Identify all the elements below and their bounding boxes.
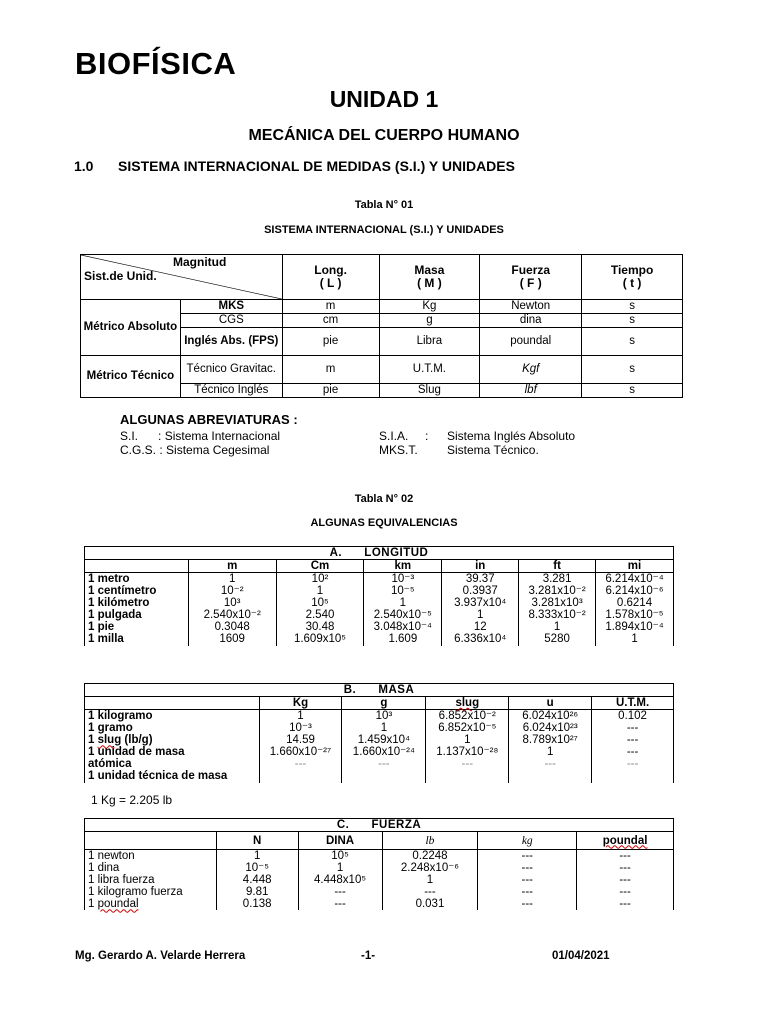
longitud-cell: 10³: [188, 597, 276, 609]
longitud-cell: 8.333x10⁻²: [519, 609, 596, 621]
fuerza-section-title: C. FUERZA: [85, 819, 674, 832]
masa-cell: [509, 770, 592, 782]
cell: Libra: [379, 328, 480, 356]
longitud-cell: 3.281x10⁻²: [519, 585, 596, 597]
header-masa: Masa ( M ): [379, 255, 480, 300]
table-row: [85, 621, 674, 633]
longitud-row-label: 1 pie: [85, 621, 189, 633]
cell: s: [582, 384, 683, 398]
cell: s: [582, 328, 683, 356]
abbr-item: S.I. : Sistema Internacional: [120, 429, 281, 443]
table-row: [85, 633, 674, 645]
longitud-cell: 2.540x10⁻²: [188, 609, 276, 621]
cell: U.T.M.: [379, 356, 480, 384]
cell: m: [282, 356, 379, 384]
longitud-cell: 1.894x10⁻⁴: [596, 621, 674, 633]
masa-cell: ---: [342, 758, 426, 770]
masa-cell: [592, 770, 674, 782]
system-cgs: CGS: [180, 314, 282, 328]
table-row: [85, 597, 674, 609]
longitud-cell: 3.281: [519, 573, 596, 586]
fuerza-cell: ---: [478, 874, 577, 886]
table-row: [85, 573, 674, 586]
fuerza-cell: 1: [216, 850, 298, 863]
masa-cell: ---: [592, 758, 674, 770]
longitud-cell: 1.609x10⁵: [276, 633, 364, 645]
masa-cell: 6.852x10⁻⁵: [426, 722, 509, 734]
footer-date: 01/04/2021: [552, 950, 610, 962]
masa-cell: 1.660x10⁻²⁷: [259, 746, 342, 758]
longitud-col-header: in: [442, 560, 519, 573]
table1-title: SISTEMA INTERNACIONAL (S.I.) Y UNIDADES: [264, 224, 504, 236]
fuerza-col-header: poundal: [577, 832, 674, 850]
fuerza-cell: ---: [577, 874, 674, 886]
masa-cell: [342, 770, 426, 782]
fuerza-cell: 0.2248: [382, 850, 478, 863]
masa-cell: 1: [426, 734, 509, 746]
masa-row-label: 1 unidad técnica de masa: [85, 770, 260, 782]
longitud-cell: 1: [276, 585, 364, 597]
longitud-row-label: 1 centímetro: [85, 585, 189, 597]
table-row: [85, 850, 674, 863]
abbr-item: C.G.S. : Sistema Cegesimal: [120, 443, 270, 457]
masa-col-header: slug: [426, 697, 509, 710]
fuerza-cell: 10⁻⁵: [216, 862, 298, 874]
masa-cell: ---: [592, 722, 674, 734]
masa-col-header: U.T.M.: [592, 697, 674, 710]
masa-cell: ---: [426, 758, 509, 770]
longitud-cell: 10⁻⁵: [364, 585, 442, 597]
fuerza-cell: ---: [577, 886, 674, 898]
masa-cell: 6.852x10⁻²: [426, 710, 509, 723]
cell: pie: [282, 384, 379, 398]
fuerza-cell: 2.248x10⁻⁶: [382, 862, 478, 874]
fuerza-cell: ---: [478, 862, 577, 874]
longitud-cell: 39.37: [442, 573, 519, 586]
longitud-cell: 6.214x10⁻⁴: [596, 573, 674, 586]
table2-title: ALGUNAS EQUIVALENCIAS: [310, 517, 458, 529]
fuerza-cell: 1: [382, 874, 478, 886]
masa-row-label: 1 slug (lb/g): [85, 734, 260, 746]
longitud-cell: 3.048x10⁻⁴: [364, 621, 442, 633]
longitud-cell: 6.336x10⁴: [442, 633, 519, 645]
masa-cell: 10⁻³: [259, 722, 342, 734]
fuerza-cell: ---: [577, 862, 674, 874]
longitud-cell: 10⁻³: [364, 573, 442, 586]
abbr-item: MKS.T. Sistema Técnico.: [379, 443, 539, 457]
cell: s: [582, 356, 683, 384]
fuerza-cell: 10⁵: [298, 850, 382, 863]
table-row: [85, 886, 674, 898]
header-tiempo: Tiempo ( t ): [582, 255, 683, 300]
system-tecnico-ingles: Técnico Inglés: [180, 384, 282, 398]
masa-cell: 1.137x10⁻²⁸: [426, 746, 509, 758]
cell: Kg: [379, 300, 480, 314]
group-metrico-tecnico: Métrico Técnico: [81, 356, 181, 398]
document-title: BIOFÍSICA: [75, 46, 237, 81]
cell: s: [582, 300, 683, 314]
section-title: SISTEMA INTERNACIONAL DE MEDIDAS (S.I.) Y UNIDADES: [118, 158, 515, 174]
table-row: [85, 585, 674, 597]
masa-row-label: 1 unidad de masa: [85, 746, 260, 758]
fuerza-cell: 9.81: [216, 886, 298, 898]
longitud-section-title: A. LONGITUD: [85, 547, 674, 560]
blank: [85, 560, 189, 573]
masa-col-header: Kg: [259, 697, 342, 710]
masa-section-title: B. MASA: [85, 684, 674, 697]
masa-row-label: 1 kilogramo: [85, 710, 260, 723]
longitud-cell: 2.540: [276, 609, 364, 621]
masa-cell: 6.024x10²³: [509, 722, 592, 734]
header-fuerza: Fuerza ( F ): [480, 255, 582, 300]
longitud-col-header: m: [188, 560, 276, 573]
longitud-row-label: 1 kilómetro: [85, 597, 189, 609]
masa-cell: ---: [592, 746, 674, 758]
fuerza-row-label: 1 newton: [85, 850, 217, 863]
longitud-cell: 30.48: [276, 621, 364, 633]
longitud-cell: 1: [188, 573, 276, 586]
table1-caption: Tabla N° 01: [354, 199, 414, 211]
cell: poundal: [480, 328, 582, 356]
table-row: [85, 758, 674, 770]
table-row: [85, 734, 674, 746]
longitud-cell: 5280: [519, 633, 596, 645]
longitud-cell: 10²: [276, 573, 364, 586]
chapter-subtitle: MECÁNICA DEL CUERPO HUMANO: [248, 127, 520, 144]
fuerza-cell: ---: [478, 886, 577, 898]
corner-sistema: Sist.de Unid.: [84, 269, 157, 283]
longitud-col-header: km: [364, 560, 442, 573]
table-row: [85, 874, 674, 886]
fuerza-cell: 0.031: [382, 898, 478, 910]
cell: dina: [480, 314, 582, 328]
masa-col-header: g: [342, 697, 426, 710]
longitud-cell: 1.578x10⁻⁵: [596, 609, 674, 621]
fuerza-cell: ---: [298, 898, 382, 910]
table2-caption: Tabla N° 02: [354, 493, 414, 505]
masa-cell: 0.102: [592, 710, 674, 723]
cell: m: [282, 300, 379, 314]
fuerza-cell: ---: [298, 886, 382, 898]
footer-author: Mg. Gerardo A. Velarde Herrera: [75, 950, 246, 962]
system-fps: Inglés Abs. (FPS): [180, 328, 282, 356]
table-row: [85, 770, 674, 782]
masa-cell: 1: [342, 722, 426, 734]
fuerza-cell: 4.448x10⁵: [298, 874, 382, 886]
longitud-cell: 6.214x10⁻⁶: [596, 585, 674, 597]
masa-cell: 1: [259, 710, 342, 723]
table-row: [85, 609, 674, 621]
fuerza-cell: ---: [478, 850, 577, 863]
fuerza-cell: 4.448: [216, 874, 298, 886]
system-tecnico-gravitac: Técnico Gravitac.: [180, 356, 282, 384]
fuerza-cell: ---: [382, 886, 478, 898]
masa-cell: ---: [259, 758, 342, 770]
cell: Newton: [480, 300, 582, 314]
longitud-col-header: ft: [519, 560, 596, 573]
section-heading: [74, 158, 515, 174]
table1-corner-cell: [81, 255, 283, 300]
si-units-table: [80, 254, 683, 398]
longitud-cell: 10⁵: [276, 597, 364, 609]
masa-cell: 10³: [342, 710, 426, 723]
table-row: [85, 862, 674, 874]
fuerza-cell: ---: [577, 850, 674, 863]
masa-row-label: 1 gramo: [85, 722, 260, 734]
cell: g: [379, 314, 480, 328]
longitud-cell: 0.3937: [442, 585, 519, 597]
masa-table: [84, 683, 674, 783]
fuerza-row-label: 1 poundal: [85, 898, 217, 910]
longitud-row-label: 1 milla: [85, 633, 189, 645]
blank: [85, 697, 260, 710]
masa-cell: 1.660x10⁻²⁴: [342, 746, 426, 758]
table-row: [85, 722, 674, 734]
masa-cell: 6.024x10²⁶: [509, 710, 592, 723]
longitud-cell: 1: [364, 597, 442, 609]
fuerza-col-header: DINA: [298, 832, 382, 850]
masa-cell: ---: [509, 758, 592, 770]
longitud-row-label: 1 pulgada: [85, 609, 189, 621]
table-row: [85, 898, 674, 910]
longitud-row-label: 1 metro: [85, 573, 189, 586]
longitud-cell: 0.6214: [596, 597, 674, 609]
masa-row-label: atómica: [85, 758, 260, 770]
abbr-heading: ALGUNAS ABREVIATURAS :: [120, 412, 298, 427]
masa-cell: 8.789x10²⁷: [509, 734, 592, 746]
longitud-cell: 1.609: [364, 633, 442, 645]
longitud-cell: 12: [442, 621, 519, 633]
fuerza-cell: 0.138: [216, 898, 298, 910]
longitud-cell: 1: [519, 621, 596, 633]
fuerza-row-label: 1 kilogramo fuerza: [85, 886, 217, 898]
longitud-cell: 2.540x10⁻⁵: [364, 609, 442, 621]
cell: Kgf: [480, 356, 582, 384]
longitud-cell: 1609: [188, 633, 276, 645]
group-metrico-absoluto: Métrico Absoluto: [81, 300, 181, 356]
masa-cell: 1.459x10⁴: [342, 734, 426, 746]
longitud-cell: 10⁻²: [188, 585, 276, 597]
fuerza-col-header: lb: [382, 832, 478, 850]
longitud-table: [84, 546, 674, 646]
fuerza-cell: 1: [298, 862, 382, 874]
fuerza-col-header: N: [216, 832, 298, 850]
masa-cell: 1: [509, 746, 592, 758]
masa-note: 1 Kg = 2.205 lb: [91, 793, 173, 807]
longitud-cell: 1: [442, 609, 519, 621]
fuerza-row-label: 1 dina: [85, 862, 217, 874]
masa-cell: [259, 770, 342, 782]
fuerza-col-header: kg: [478, 832, 577, 850]
unit-heading: UNIDAD 1: [329, 86, 439, 112]
longitud-cell: 0.3048: [188, 621, 276, 633]
fuerza-cell: ---: [478, 898, 577, 910]
section-number: 1.0: [74, 158, 94, 174]
fuerza-table: [84, 818, 674, 910]
fuerza-row-label: 1 libra fuerza: [85, 874, 217, 886]
longitud-col-header: Cm: [276, 560, 364, 573]
abbr-item: S.I.A. : Sistema Inglés Absoluto: [379, 429, 576, 443]
longitud-cell: 1: [596, 633, 674, 645]
system-mks: MKS: [180, 300, 282, 314]
header-long: Long. ( L ): [282, 255, 379, 300]
longitud-col-header: mi: [596, 560, 674, 573]
corner-magnitud: Magnitud: [173, 255, 227, 269]
cell: pie: [282, 328, 379, 356]
longitud-cell: 3.281x10³: [519, 597, 596, 609]
masa-col-header: u: [509, 697, 592, 710]
cell: Slug: [379, 384, 480, 398]
footer-page-number: -1-: [361, 950, 376, 962]
blank: [85, 832, 217, 850]
masa-cell: [426, 770, 509, 782]
cell: cm: [282, 314, 379, 328]
longitud-cell: 3.937x10⁴: [442, 597, 519, 609]
fuerza-cell: ---: [577, 898, 674, 910]
cell: lbf: [480, 384, 582, 398]
table-row: [85, 746, 674, 758]
cell: s: [582, 314, 683, 328]
table-row: [85, 710, 674, 723]
masa-cell: ---: [592, 734, 674, 746]
masa-cell: 14.59: [259, 734, 342, 746]
